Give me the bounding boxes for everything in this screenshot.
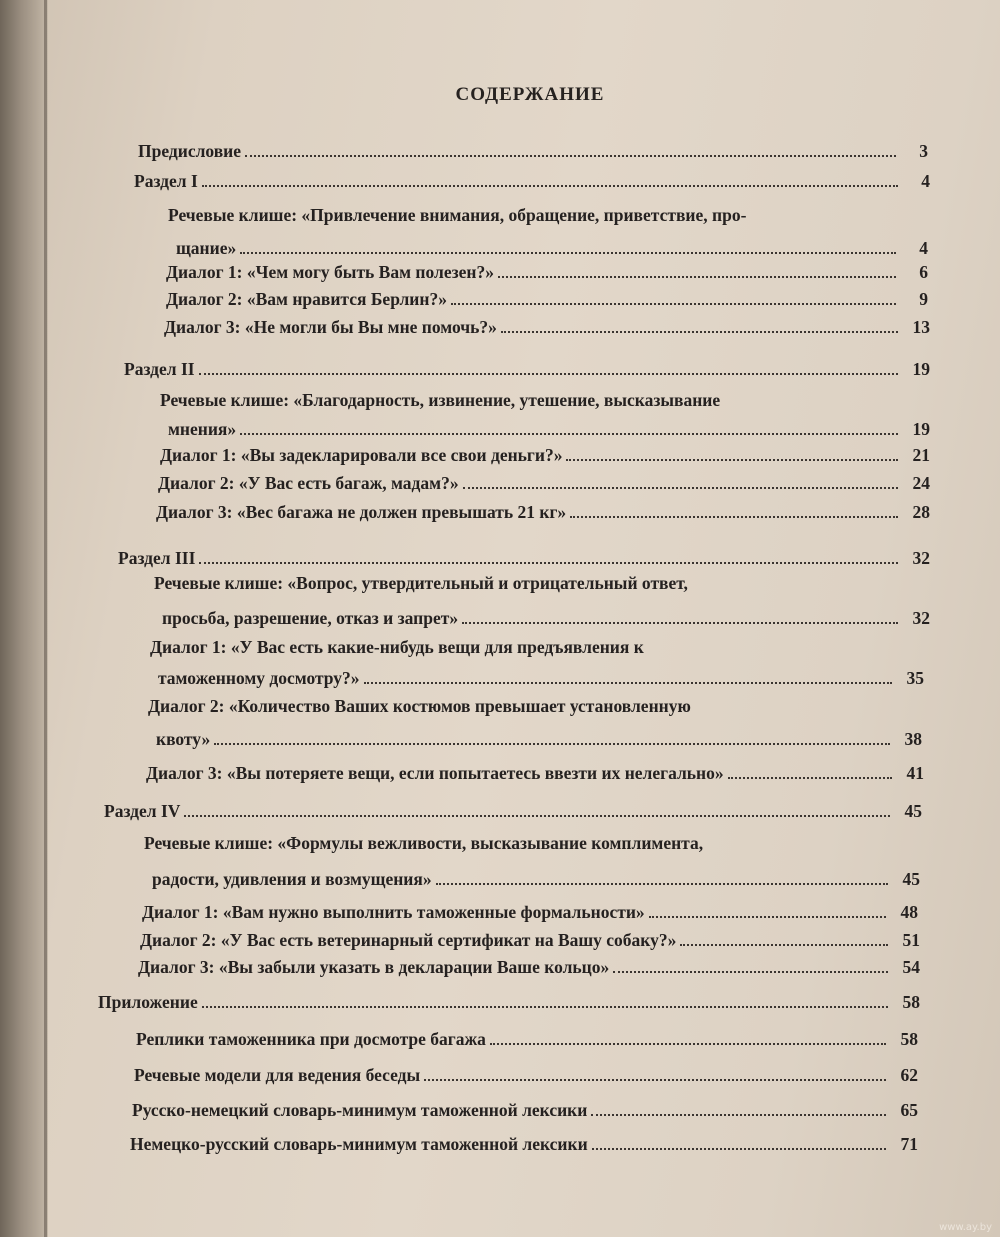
toc-entry[interactable]	[158, 663, 924, 689]
toc-entry[interactable]	[162, 603, 930, 629]
toc-entry-title: мнения»	[168, 419, 237, 439]
dot-leader	[364, 682, 892, 684]
toc-entry-first-line: Речевые клише: «Благодарность, извинение, утешение, высказывание	[160, 390, 721, 410]
toc-entry-first-line: Речевые клише: «Вопрос, утвердительный и отрицательный ответ,	[154, 573, 688, 593]
book-binding	[0, 0, 48, 1237]
toc-entry[interactable]	[156, 497, 930, 523]
dot-leader	[202, 185, 898, 187]
toc-entry-title: Русско-немецкий словарь-минимум таможенной лексики	[132, 1100, 588, 1120]
dot-leader	[240, 433, 898, 435]
toc-page-number: 58	[900, 1029, 918, 1049]
page-title: СОДЕРЖАНИЕ	[455, 84, 605, 105]
toc-entry-title: Речевые модели для ведения беседы	[134, 1065, 421, 1085]
toc-page-number: 28	[912, 502, 930, 522]
dot-leader	[240, 252, 896, 254]
toc-entry[interactable]	[158, 468, 930, 494]
dot-leader	[199, 562, 898, 564]
dot-leader	[245, 155, 896, 157]
toc-page-number: 21	[912, 445, 930, 465]
toc-entry-title: радости, удивления и возмущения»	[152, 869, 432, 889]
dot-leader	[463, 487, 898, 489]
dot-leader	[451, 303, 896, 305]
dot-leader	[202, 1006, 888, 1008]
dot-leader	[436, 883, 888, 885]
dot-leader	[591, 1114, 886, 1116]
toc-entry[interactable]	[124, 354, 930, 380]
toc-entry-title: таможенному досмотру?»	[158, 668, 360, 688]
toc-entry[interactable]	[138, 952, 920, 978]
toc-page-number: 4	[921, 171, 930, 191]
dot-leader	[462, 622, 898, 624]
toc-page-number: 45	[904, 801, 922, 821]
toc-page-number: 65	[900, 1100, 918, 1120]
toc-entry-title: Раздел II	[124, 359, 195, 379]
toc-page-number: 3	[919, 141, 928, 161]
toc-entry[interactable]	[130, 1129, 918, 1155]
dot-leader	[490, 1043, 886, 1045]
toc-page-number: 71	[900, 1134, 918, 1154]
toc-entry[interactable]	[132, 1095, 918, 1121]
toc-page-number: 19	[912, 359, 930, 379]
toc-page-number: 19	[912, 419, 930, 439]
toc-entry-title: квоту»	[156, 729, 211, 749]
toc-entry[interactable]	[134, 166, 930, 192]
toc-entry[interactable]	[104, 796, 922, 822]
toc-entry[interactable]	[156, 724, 922, 750]
toc-page-number: 35	[906, 668, 924, 688]
toc-entry-first-line: Речевые клише: «Формулы вежливости, высказывание комплимента,	[144, 833, 704, 853]
toc-entry-title: Диалог 2: «Вам нравится Берлин?»	[166, 289, 447, 309]
dot-leader	[214, 743, 890, 745]
toc-entry[interactable]	[160, 440, 930, 466]
toc-entry-title: Реплики таможенника при досмотре багажа	[136, 1029, 486, 1049]
dot-leader	[613, 971, 888, 973]
dot-leader	[501, 331, 898, 333]
toc-entry[interactable]	[146, 758, 924, 784]
toc-entry-title: Раздел I	[134, 171, 198, 191]
toc-entry[interactable]	[164, 312, 930, 338]
toc-entry-title: просьба, разрешение, отказ и запрет»	[162, 608, 459, 628]
dot-leader	[424, 1079, 886, 1081]
toc-entry[interactable]	[98, 987, 920, 1013]
watermark: www.ay.by	[939, 1222, 992, 1233]
toc-page-number: 58	[902, 992, 920, 1012]
toc-entry-title: Диалог 3: «Вы потеряете вещи, если попытаетесь ввезти их нелегально»	[146, 763, 724, 783]
toc-page-number: 54	[902, 957, 920, 977]
toc-page-number: 6	[919, 262, 928, 282]
dot-leader	[184, 815, 890, 817]
toc-entry-title: Диалог 3: «Вы забыли указать в декларации Ваше кольцо»	[138, 957, 610, 977]
dot-leader	[566, 459, 898, 461]
toc-entry[interactable]	[134, 1060, 918, 1086]
toc-entry-first-line: Диалог 1: «У Вас есть какие-нибудь вещи для предъявления к	[150, 637, 644, 657]
toc-entry[interactable]	[152, 864, 920, 890]
toc-entry-title: Раздел IV	[104, 801, 181, 821]
toc-entry-title: Немецко-русский словарь-минимум таможенной лексики	[130, 1134, 588, 1154]
toc-entry-first-line: Речевые клише: «Привлечение внимания, обращение, приветствие, про-	[168, 205, 747, 225]
dot-leader	[498, 276, 896, 278]
dot-leader	[199, 373, 898, 375]
toc-entry-title: Диалог 3: «Не могли бы Вы мне помочь?»	[164, 317, 497, 337]
toc-entry-title: щание»	[176, 238, 237, 258]
toc-entry[interactable]	[168, 414, 930, 440]
toc-entry-first-line: Диалог 2: «Количество Ваших костюмов превышает установленную	[148, 696, 691, 716]
dot-leader	[680, 944, 888, 946]
dot-leader	[570, 516, 898, 518]
toc-entry[interactable]	[138, 136, 928, 162]
dot-leader	[592, 1148, 886, 1150]
dot-leader	[649, 916, 886, 918]
toc-entry-title: Приложение	[98, 992, 198, 1012]
binding-edge	[44, 0, 47, 1237]
toc-entry-title: Диалог 2: «У Вас есть багаж, мадам?»	[158, 473, 459, 493]
toc-entry-title: Диалог 3: «Вес багажа не должен превышать 21 кг»	[156, 502, 567, 522]
toc-page-number: 48	[900, 902, 918, 922]
toc-entry-title: Диалог 2: «У Вас есть ветеринарный сертификат на Вашу собаку?»	[140, 930, 677, 950]
toc-entry[interactable]	[136, 1024, 918, 1050]
toc-entry[interactable]	[140, 925, 920, 951]
toc-page-number: 32	[912, 608, 930, 628]
toc-page-number: 38	[904, 729, 922, 749]
toc-entry[interactable]	[118, 543, 930, 569]
toc-page-number: 9	[919, 289, 928, 309]
toc-page-number: 13	[912, 317, 930, 337]
toc-page-number: 62	[900, 1065, 918, 1085]
toc-entry-title: Раздел III	[118, 548, 196, 568]
toc-entry[interactable]	[166, 257, 928, 283]
toc-page-number: 32	[912, 548, 930, 568]
toc-entry-title: Диалог 1: «Вам нужно выполнить таможенные формальности»	[142, 902, 645, 922]
toc-page-number: 51	[902, 930, 920, 950]
toc-entry[interactable]	[166, 284, 928, 310]
toc-page-number: 24	[912, 473, 930, 493]
toc-page-number: 45	[902, 869, 920, 889]
toc-entry[interactable]	[176, 233, 928, 259]
toc-entry-title: Предисловие	[138, 141, 242, 161]
toc-entry-title: Диалог 1: «Чем могу быть Вам полезен?»	[166, 262, 494, 282]
toc-entry[interactable]	[142, 897, 918, 923]
toc-page-number: 41	[906, 763, 924, 783]
toc-page-number: 4	[919, 238, 928, 258]
dot-leader	[728, 777, 892, 779]
toc-entry-title: Диалог 1: «Вы задекларировали все свои деньги?»	[160, 445, 563, 465]
